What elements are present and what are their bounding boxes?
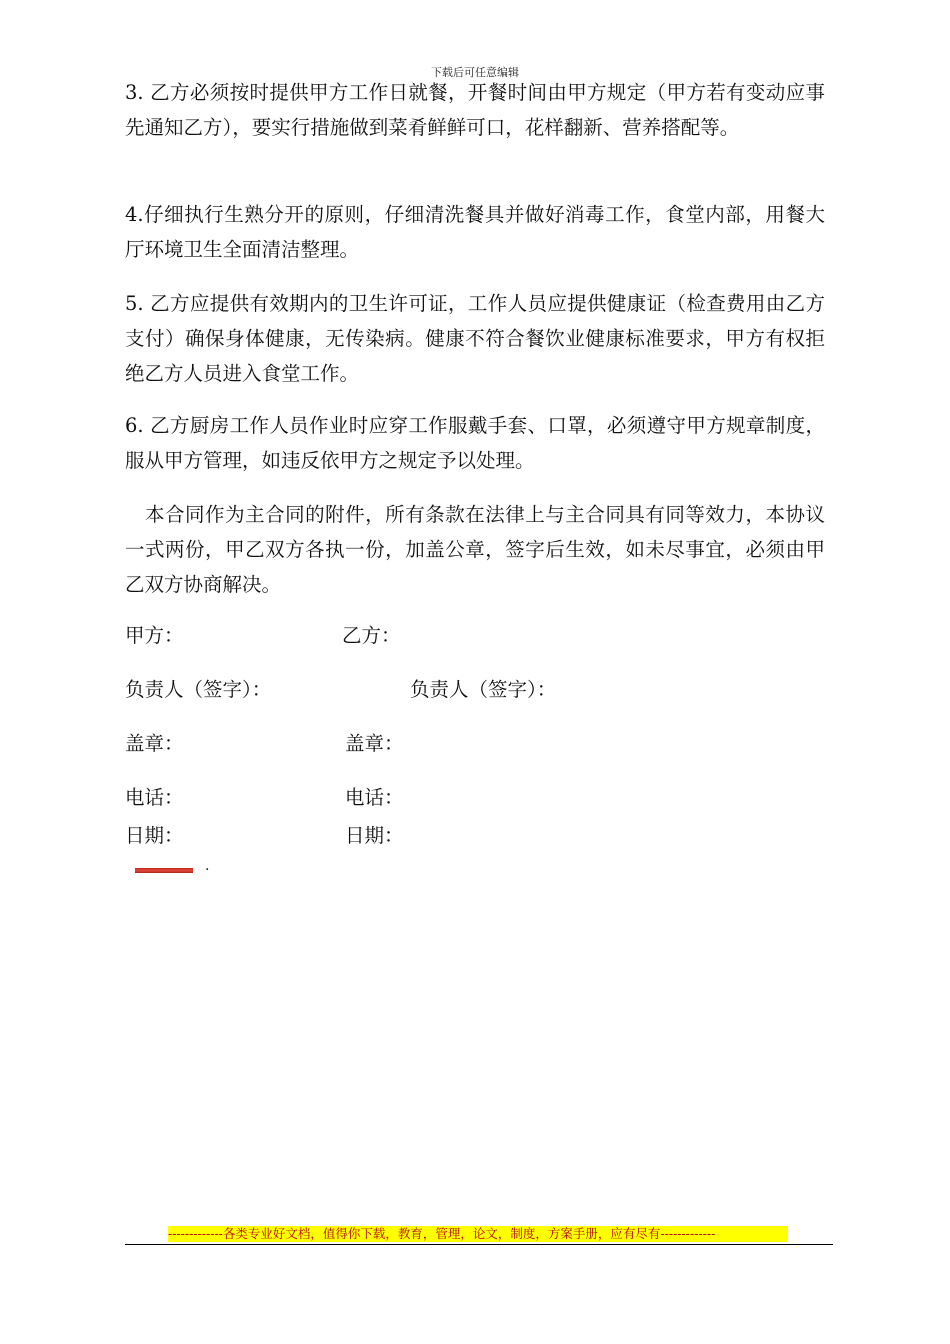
red-bar-mark [135,868,193,873]
footer-divider [125,1244,833,1245]
clause-4: 4.仔细执行生熟分开的原则，仔细清洗餐具并做好消毒工作，食堂内部，用餐大厅环境卫生全面清洁整理。 [125,203,825,261]
party-a-label: 甲方： [125,624,184,647]
phone-b-label: 电话： [345,786,404,809]
seal-a-label: 盖章： [125,732,184,755]
closing-paragraph: 本合同作为主合同的附件，所有条款在法律上与主合同具有同等效力，本协议一式两份，甲乙双方各执一份，加盖公章，签字后生效，如未尽事宜，必须由甲乙双方协商解决。 [125,503,825,596]
responsible-a-label: 负责人（签字）： [125,678,272,701]
party-b-label: 乙方： [342,624,401,647]
footer-note: -------------各类专业好文档，值得你下载，教育，管理，论文，制度，方案手册，应有尽有------------- [168,1226,788,1242]
seal-b-label: 盖章： [345,732,404,755]
clause-3: 3. 乙方必须按时提供甲方工作日就餐，开餐时间由甲方规定（甲方若有变动应事先通知乙方），要实行措施做到菜肴鲜鲜可口，花样翻新、营养搭配等。 [125,81,825,139]
date-a-label: 日期： [125,824,184,847]
dot-mark: . [205,858,210,874]
phone-a-label: 电话： [125,786,184,809]
clause-5: 5. 乙方应提供有效期内的卫生许可证，工作人员应提供健康证（检查费用由乙方支付）确保身体健康，无传染病。健康不符合餐饮业健康标准要求，甲方有权拒绝乙方人员进入食堂工作。 [125,292,825,385]
responsible-b-label: 负责人（签字）： [410,678,557,701]
header-note: 下载后可任意编辑 [431,66,519,79]
date-b-label: 日期： [345,824,404,847]
clause-6: 6. 乙方厨房工作人员作业时应穿工作服戴手套、口罩，必须遵守甲方规章制度，服从甲方管理，如违反依甲方之规定予以处理。 [125,414,825,472]
